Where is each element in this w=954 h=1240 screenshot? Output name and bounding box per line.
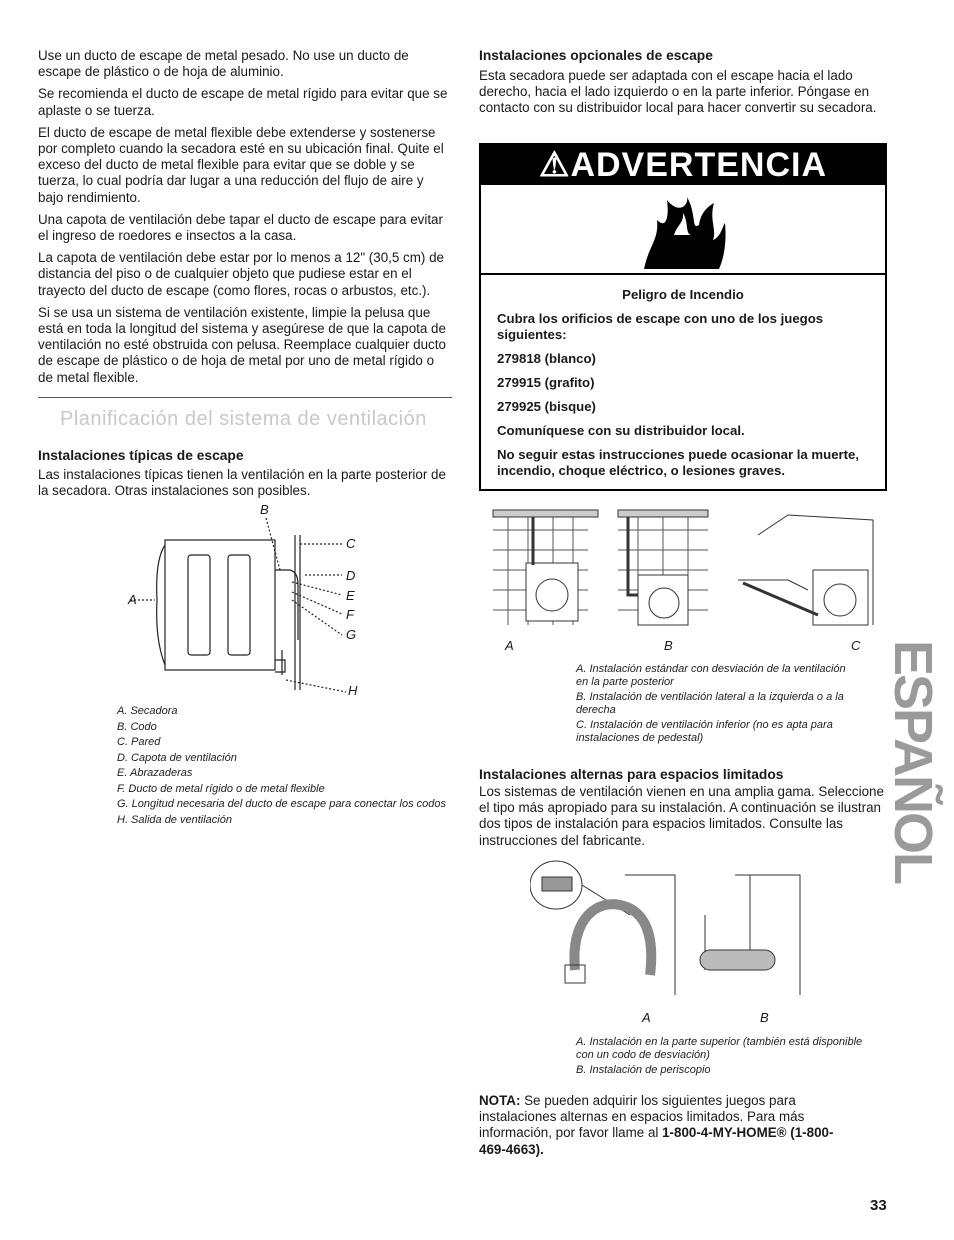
install-label-a: A bbox=[505, 638, 514, 653]
kit-number: 279915 (grafito) bbox=[497, 375, 595, 390]
optional-text: Esta secadora puede ser adaptada con el escape hacia el lado derecho, hacia el lado izquierdo o en la parte inferior. Póngase en contacto con su distribuidor local para hacer convertir su secadora. bbox=[479, 68, 877, 116]
hazard-title: Peligro de Incendio bbox=[622, 287, 744, 302]
page-number: 33 bbox=[870, 1197, 887, 1214]
warning-line: Cubra los orificios de escape con uno de los juegos siguientes: bbox=[497, 311, 824, 342]
warning-contact: Comuníquese con su distribuidor local. bbox=[497, 423, 745, 438]
warning-consequence: No seguir estas instrucciones puede ocasionar la muerte, incendio, choque eléctrico, o lesiones graves. bbox=[497, 447, 860, 478]
typical-installation-diagram bbox=[110, 500, 370, 700]
fire-icon bbox=[639, 195, 729, 271]
paragraph: La capota de ventilación debe estar por lo menos a 12" (30,5 cm) de distancia del piso o de cualquier objeto que pudiese estar en el trayecto del ducto de escape (como flores, rocas o arbustos, etc.). bbox=[38, 250, 444, 298]
alt-label-b: B bbox=[760, 1010, 769, 1025]
warning-body bbox=[481, 275, 885, 479]
caption: C. Instalación de ventilación inferior (no es apta para instalaciones de pedestal) bbox=[576, 719, 833, 744]
install-label-b: B bbox=[664, 638, 673, 653]
warning-title: ADVERTENCIA bbox=[570, 146, 828, 184]
typical-captions bbox=[117, 705, 447, 826]
kit-number: 279818 (blanco) bbox=[497, 351, 596, 366]
diagram-label-b: B bbox=[260, 502, 269, 517]
alt-text: Los sistemas de ventilación vienen en una amplia gama. Seleccione el tipo más apropiado para su instalación. A continuación se ilustran dos tipos de instalación para espacios limitados. Consulte las instrucciones del fabricante. bbox=[479, 784, 884, 848]
caption: A. Secadora bbox=[117, 705, 178, 717]
caption: C. Pared bbox=[117, 736, 161, 748]
caption: H. Salida de ventilación bbox=[117, 813, 232, 826]
diagram-label-d: D bbox=[346, 568, 356, 583]
language-side-tab: ESPAÑOL bbox=[883, 640, 943, 884]
alt-heading: Instalaciones alternas para espacios limitados bbox=[479, 767, 784, 782]
paragraph: Si se usa un sistema de ventilación existente, limpie la pelusa que está en toda la longitud del sistema y asegúrese de que la capota de ventilación no esté obstruida con pelusa. Reemplace cualquier ducto de escape de plástico o de hoja de metal por uno de metal rígido o de metal flexible. bbox=[38, 304, 446, 385]
caption: B. Codo bbox=[117, 720, 157, 733]
caption: E. Abrazaderas bbox=[117, 767, 193, 779]
paragraph: El ducto de escape de metal flexible debe extenderse y sostenerse por completo cuando la secadora esté en su ubicación final. Quite el exceso del ducto de metal flexible para evitar que se doble y se tuerza, lo cual podría dar lugar a una reducción del flujo de aire y bajo rendimiento. bbox=[38, 124, 444, 205]
caption: G. Longitud necesaria del ducto de escape para conectar los codos bbox=[117, 798, 446, 810]
caption: F. Ducto de metal rígido o de metal flexible bbox=[117, 782, 325, 795]
alt-illustrations bbox=[530, 855, 810, 1030]
fire-symbol-area bbox=[481, 185, 885, 275]
paragraph: Use un ducto de escape de metal pesado. No use un ducto de escape de plástico o de hoja de aluminio. bbox=[38, 48, 409, 80]
caption: D. Capota de ventilación bbox=[117, 751, 237, 764]
kit-number: 279925 (bisque) bbox=[497, 399, 596, 414]
section-divider bbox=[38, 397, 452, 398]
warning-box bbox=[479, 143, 887, 491]
caption: B. Instalación de ventilación lateral a la izquierda o a la derecha bbox=[576, 691, 844, 716]
install-drawings bbox=[488, 505, 888, 635]
paragraph: Una capota de ventilación debe tapar el ducto de escape para evitar el ingreso de roedores e insectos a la casa. bbox=[38, 211, 443, 244]
left-column bbox=[38, 48, 448, 386]
caption: A. Instalación en la parte superior (también está disponible con un codo de desviación) bbox=[576, 1036, 863, 1061]
diagram-label-a: A bbox=[128, 592, 137, 607]
alt-captions bbox=[576, 1036, 866, 1077]
install-label-c: C bbox=[851, 638, 861, 653]
install-illustrations bbox=[488, 505, 888, 655]
typical-heading: Instalaciones típicas de escape bbox=[38, 448, 244, 463]
caption: A. Instalación estándar con desviación de la ventilación en la parte posterior bbox=[576, 663, 846, 688]
alt-label-a: A bbox=[642, 1010, 651, 1025]
diagram-label-g: G bbox=[346, 627, 357, 642]
dryer-vent-diagram bbox=[110, 500, 370, 700]
warning-header bbox=[481, 145, 885, 185]
install-captions bbox=[576, 663, 856, 744]
caption: B. Instalación de periscopio bbox=[576, 1064, 711, 1076]
paragraph: Se recomienda el ducto de escape de metal rígido para evitar que se aplaste o se tuerza. bbox=[38, 86, 448, 118]
diagram-label-c: C bbox=[346, 536, 356, 551]
note-text: Se pueden adquirir los siguientes juegos para instalaciones alternas en espacios limitados. Para más información, por favor llame al bbox=[479, 1093, 805, 1141]
diagram-label-f: F bbox=[346, 607, 354, 622]
alt-drawings bbox=[530, 855, 810, 1005]
note-paragraph bbox=[479, 1093, 859, 1158]
optional-heading: Instalaciones opcionales de escape bbox=[479, 48, 713, 63]
section-title: Planificación del sistema de ventilación bbox=[60, 408, 427, 430]
typical-text: Las instalaciones típicas tienen la ventilación en la parte posterior de la secadora. Otras instalaciones son posibles. bbox=[38, 467, 446, 499]
note-label: NOTA: bbox=[479, 1093, 521, 1108]
note-phone: 1-800-4-MY-HOME® (1-800-469-4663). bbox=[479, 1125, 834, 1157]
diagram-label-e: E bbox=[346, 588, 355, 603]
diagram-label-h: H bbox=[348, 683, 358, 698]
warning-triangle-icon: ⚠ bbox=[538, 146, 571, 184]
